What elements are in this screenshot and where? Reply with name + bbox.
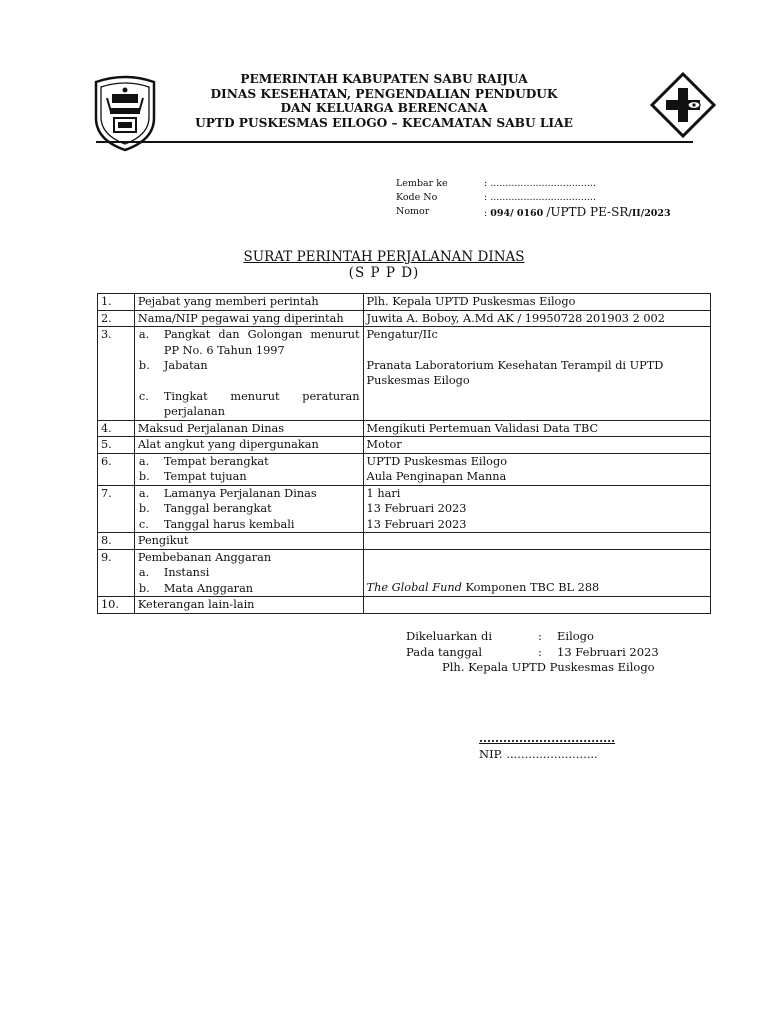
- row-description: [134, 485, 363, 533]
- row-number: 3.: [98, 327, 135, 421]
- issued-date-value: 13 Februari 2023: [557, 644, 659, 659]
- row-number: 5.: [98, 437, 135, 454]
- letterhead-line-1: PEMERINTAH KABUPATEN SABU RAIJUA: [240, 72, 528, 86]
- row-description: Alat angkut yang dipergunakan: [134, 437, 363, 454]
- value-departure-date: 13 Februari 2023: [366, 502, 467, 515]
- row-number: 10.: [98, 597, 135, 614]
- sub-text: Tempat berangkat: [163, 454, 269, 468]
- row-number: 8.: [98, 533, 135, 550]
- value-return-date: 13 Februari 2023: [366, 517, 467, 531]
- sub-text: Jabatan: [163, 359, 208, 372]
- row-value: [363, 549, 710, 597]
- sub-text: Tanggal harus kembali: [163, 517, 295, 531]
- sppd-table: [97, 293, 711, 614]
- issued-date-row: [406, 645, 659, 661]
- table-row: [98, 485, 711, 533]
- meta-nomor-number: 094/ 0160: [490, 208, 544, 219]
- value-pangkat: Pengatur/IIc: [366, 328, 438, 341]
- meta-lembar-label: Lembar ke: [396, 178, 448, 189]
- sub-text: Tingkat menurut peraturan: [163, 389, 360, 403]
- meta-nomor-suffix: /II/2023: [628, 208, 671, 219]
- row-number: 9.: [98, 549, 135, 597]
- sub-text: Instansi: [163, 566, 210, 579]
- table-row: [98, 294, 711, 311]
- document-meta: [396, 177, 671, 221]
- row-number: 7.: [98, 485, 135, 533]
- sub-text: Tempat tujuan: [163, 470, 247, 483]
- meta-kode-label: Kode No: [396, 192, 438, 203]
- letterhead: [160, 72, 608, 130]
- meta-kode-value: : ...................................: [484, 192, 596, 203]
- row-description: [134, 327, 363, 421]
- sub-text: Pangkat dan Golongan menurut: [163, 328, 360, 341]
- meta-nomor-code: /UPTD PE-SR: [546, 205, 629, 219]
- issued-date-colon: :: [538, 644, 542, 659]
- row-description: Nama/NIP pegawai yang diperintah: [134, 310, 363, 327]
- table-row: [98, 453, 711, 485]
- row-value: [363, 533, 710, 550]
- row-number: 1.: [98, 294, 135, 311]
- row-value: [363, 453, 710, 485]
- row-number: 6.: [98, 453, 135, 485]
- row-number: 2.: [98, 310, 135, 327]
- row-description: [134, 453, 363, 485]
- row-description: Pengikut: [134, 533, 363, 550]
- issued-date-label: Pada tanggal: [406, 644, 483, 659]
- sub-text-continued: perjalanan: [163, 405, 226, 418]
- sub-letter: b.: [138, 502, 150, 515]
- sub-letter: b.: [138, 581, 150, 595]
- row-value: [363, 597, 710, 614]
- row-description: Pejabat yang memberi perintah: [134, 294, 363, 311]
- row-value: [363, 485, 710, 533]
- table-row: [98, 420, 711, 437]
- table-row: [98, 327, 711, 421]
- value-budget-component: Komponen TBC BL 288: [461, 580, 600, 594]
- sub-letter: a.: [138, 486, 150, 500]
- sub-text: Tanggal berangkat: [163, 502, 272, 515]
- meta-row-lembar: [396, 177, 671, 191]
- value-budget-fund: The Global Fund: [366, 580, 462, 594]
- meta-nomor-label: Nomor: [396, 206, 430, 217]
- table-row: [98, 533, 711, 550]
- value-duration: 1 hari: [366, 486, 401, 500]
- row-value: Motor: [363, 437, 710, 454]
- sub-letter: b.: [138, 359, 150, 372]
- row-value: Plh. Kepala UPTD Puskesmas Eilogo: [363, 294, 710, 311]
- value-departure-place: UPTD Puskesmas Eilogo: [366, 454, 507, 468]
- table-row: [98, 549, 711, 597]
- letterhead-line-4: UPTD PUSKESMAS EILOGO – KECAMATAN SABU LIAE: [195, 115, 573, 130]
- sub-letter: a.: [138, 454, 150, 468]
- health-cross-logo: [650, 72, 716, 138]
- row-number: 4.: [98, 420, 135, 437]
- signatory-nip: NIP. .........................: [479, 747, 598, 761]
- letterhead-line-2: DINAS KESEHATAN, PENGENDALIAN PENDUDUK: [210, 86, 558, 101]
- sub-heading: Pembebanan Anggaran: [137, 550, 272, 564]
- meta-nomor-prefix: :: [484, 208, 488, 219]
- value-destination: Aula Penginapan Manna: [366, 470, 507, 483]
- table-row: [98, 310, 711, 327]
- signature-block: [406, 629, 659, 676]
- row-value: Juwita A. Boboy, A.Md AK / 19950728 201903 2 002: [363, 310, 710, 327]
- meta-row-kode: [396, 191, 671, 205]
- sub-letter: c.: [138, 517, 149, 531]
- issued-at-value: Eilogo: [557, 629, 594, 643]
- sub-text: Mata Anggaran: [163, 581, 254, 595]
- issued-at-label: Dikeluarkan di: [406, 629, 493, 643]
- value-jabatan: Pranata Laboratorium Kesehatan Terampil di UPTD Puskesmas Eilogo: [366, 358, 664, 387]
- document-title: SURAT PERINTAH PERJALANAN DINAS: [243, 249, 525, 265]
- meta-lembar-value: : ...................................: [484, 178, 596, 189]
- meta-row-nomor: [396, 205, 671, 221]
- row-value: Mengikuti Pertemuan Validasi Data TBC: [363, 420, 710, 437]
- sub-text-continued: PP No. 6 Tahun 1997: [163, 343, 285, 357]
- row-description: Maksud Perjalanan Dinas: [134, 420, 363, 437]
- sub-text: Lamanya Perjalanan Dinas: [163, 486, 317, 500]
- sub-letter: b.: [138, 470, 150, 483]
- document-subtitle: (S P P D): [348, 265, 420, 281]
- table-row: [98, 437, 711, 454]
- letterhead-divider: [96, 141, 693, 143]
- value-budget-account: [367, 580, 707, 596]
- sub-letter: a.: [138, 328, 150, 341]
- sub-letter: a.: [138, 566, 150, 579]
- issued-at-colon: :: [538, 629, 542, 643]
- letterhead-line-3: DAN KELUARGA BERENCANA: [280, 101, 488, 115]
- signatory-position: Plh. Kepala UPTD Puskesmas Eilogo: [442, 660, 655, 674]
- signatory-name-placeholder: ..................................: [479, 731, 616, 745]
- issued-at-row: [406, 629, 659, 645]
- row-description: [134, 549, 363, 597]
- sub-letter: c.: [138, 389, 149, 403]
- row-description: Keterangan lain-lain: [134, 597, 363, 614]
- row-value: [363, 327, 710, 421]
- table-row: [98, 597, 711, 614]
